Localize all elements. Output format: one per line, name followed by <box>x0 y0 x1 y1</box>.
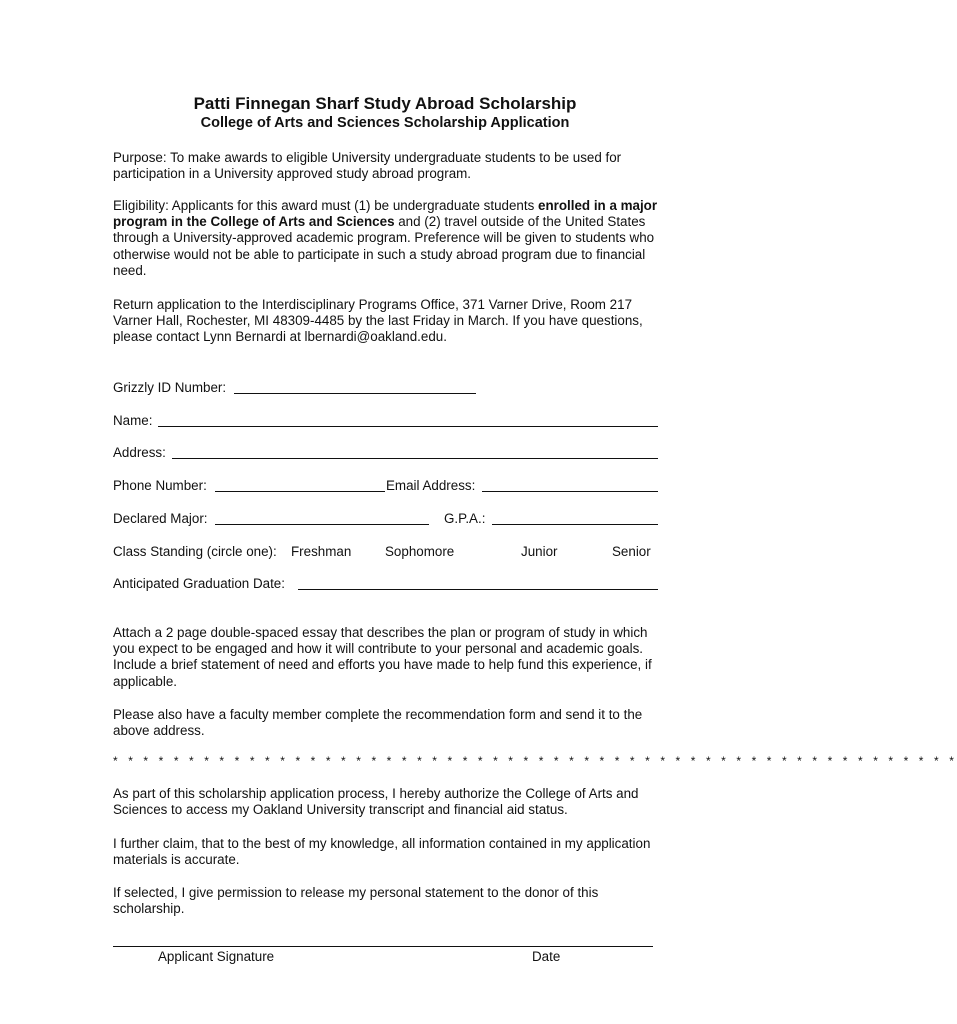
major-label: Declared Major: <box>113 511 208 526</box>
purpose-text: Purpose: To make awards to eligible University undergraduate students to be used for participation in a University approved study abroad program. <box>113 150 622 182</box>
purpose-paragraph <box>113 150 658 182</box>
essay-text: Attach a 2 page double-spaced essay that describes the plan or program of study in which you expect to be engaged and how it will contribute to your personal and academic goals. Include a brief statement of need and efforts you have made to help fund this experience, if applicable. <box>113 625 652 689</box>
phone-field[interactable] <box>215 491 385 492</box>
standing-option-junior[interactable]: Junior <box>521 544 558 559</box>
phone-label: Phone Number: <box>113 478 207 493</box>
address-label: Address: <box>113 445 166 460</box>
address-field[interactable] <box>172 458 658 459</box>
page-subtitle: College of Arts and Sciences Scholarship Application <box>200 115 570 131</box>
gpa-field[interactable] <box>492 524 658 525</box>
standing-option-freshman[interactable]: Freshman <box>291 544 352 559</box>
grizzly-id-label: Grizzly ID Number: <box>113 380 227 395</box>
eligibility-paragraph <box>113 198 658 279</box>
standing-option-sophomore[interactable]: Sophomore <box>385 544 455 559</box>
standing-option-senior[interactable]: Senior <box>612 544 651 559</box>
permission-paragraph <box>113 885 658 917</box>
date-label: Date <box>532 949 561 964</box>
eligibility-text-pre: Eligibility: Applicants for this award must (1) be undergraduate students <box>113 198 539 213</box>
grad-date-field[interactable] <box>298 589 658 590</box>
eligibility-text-post: and (2) travel outside of the United States through a University-approved academic program. Preference will be given to students who otherwise would not be able to participate in such a study abroad program due to financial need. <box>113 214 655 278</box>
claim-text: I further claim, that to the best of my knowledge, all information contained in my application materials is accurate. <box>113 836 651 868</box>
return-info-text: Return application to the Interdisciplinary Programs Office, 371 Varner Drive, Room 217 Varner Hall, Rochester, MI 48309-4485 by the last Friday in March. If you have questions, please contact Lynn Bernardi at lbernardi@oakland.edu. <box>113 297 643 345</box>
name-label: Name: <box>113 413 153 428</box>
gpa-label: G.P.A.: <box>444 511 486 526</box>
recommendation-text: Please also have a faculty member complete the recommendation form and send it to the above address. <box>113 707 643 739</box>
eligibility-text-bold: enrolled in a major program in the College of Arts and Sciences <box>113 198 658 230</box>
grad-date-label: Anticipated Graduation Date: <box>113 576 285 591</box>
separator-asterisks: * * * * * * * * * * * * * * * * * * * * * * * * * * * * * * * * * * * * * * * * * * * * * * * * * * * * * * * * <box>113 754 957 768</box>
permission-text: If selected, I give permission to release my personal statement to the donor of this scholarship. <box>113 885 599 917</box>
recommendation-paragraph <box>113 707 658 739</box>
name-field[interactable] <box>158 426 658 427</box>
claim-paragraph <box>113 836 658 868</box>
signature-line[interactable] <box>113 946 653 947</box>
essay-paragraph <box>113 625 658 690</box>
page-title: Patti Finnegan Sharf Study Abroad Scholarship <box>193 94 577 113</box>
major-field[interactable] <box>215 524 429 525</box>
signature-label: Applicant Signature <box>158 949 275 964</box>
grizzly-id-field[interactable] <box>234 393 476 394</box>
class-standing-label: Class Standing (circle one): <box>113 544 277 559</box>
authorize-paragraph <box>113 786 658 818</box>
email-field[interactable] <box>482 491 658 492</box>
email-label: Email Address: <box>386 478 476 493</box>
return-info-paragraph <box>113 297 658 346</box>
authorize-text: As part of this scholarship application process, I hereby authorize the College of Arts and Sciences to access my Oakland University transcript and financial aid status. <box>113 786 639 818</box>
